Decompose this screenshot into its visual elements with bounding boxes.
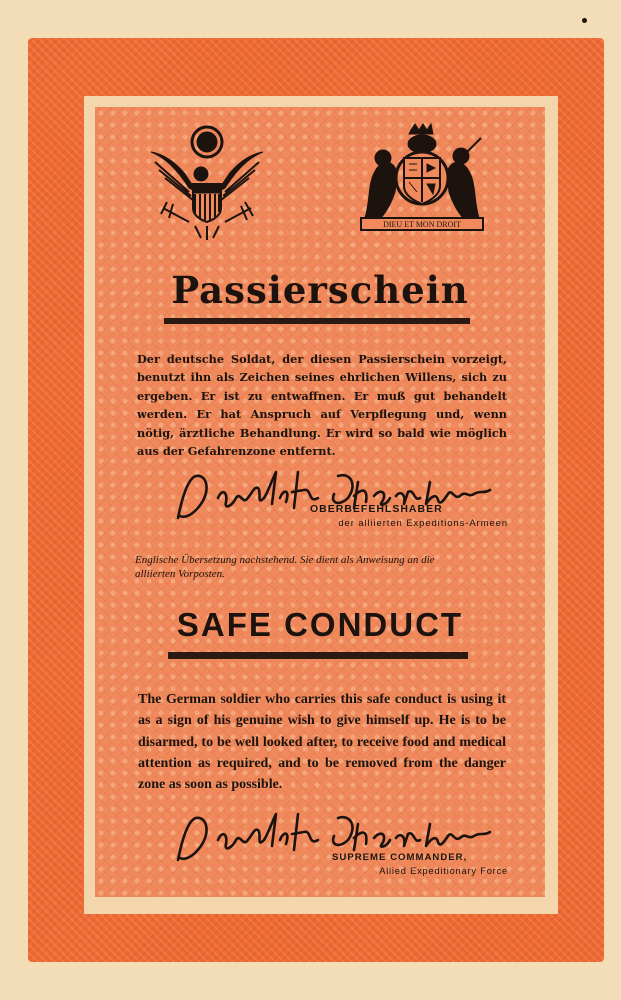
uk-motto-text: DIEU ET MON DROIT xyxy=(383,220,461,229)
title-underline-de xyxy=(164,318,470,324)
ink-speck xyxy=(582,18,587,23)
title-safe-conduct: SAFE CONDUCT xyxy=(176,606,464,643)
role-title-de: OBERBEFEHLSHABER xyxy=(310,503,443,515)
role-title-en: SUPREME COMMANDER, xyxy=(332,852,468,863)
body-text-en: The German soldier who carries this safe conduct is using it as a sign of his genuine wish to give himself up. He is to be disarmed, to be well looked after, to receive food and medical attention as required, and to be removed from the danger zone as soon as possible. xyxy=(138,692,506,793)
title-underline-en xyxy=(168,652,468,659)
uk-royal-coat-of-arms-icon xyxy=(357,122,487,234)
role-subtitle-de: der alliierten Expeditions-Armeen xyxy=(338,518,508,529)
us-great-seal-eagle-icon xyxy=(145,122,269,242)
title-passierschein: Passierschein xyxy=(171,268,469,312)
role-subtitle-en: Allied Expeditionary Force xyxy=(379,866,508,876)
translation-note-de: Englische Übersetzung nachstehend. Sie dient als Anweisung an die alliierten Vorposten. xyxy=(135,554,435,580)
body-text-de: Der deutsche Soldat, der diesen Passierschein vorzeigt, benutzt ihn als Zeichen seines ehrlichen Willens, sich zu ergeben. Er ist zu entwaffnen. Er muß gut behandelt werden. Er hat Anspruch auf Verpflegung und, wenn nötig, ärztliche Behandlung. Er wird so bald wie möglich aus der Gefahrenzone entfernt. xyxy=(137,352,507,459)
